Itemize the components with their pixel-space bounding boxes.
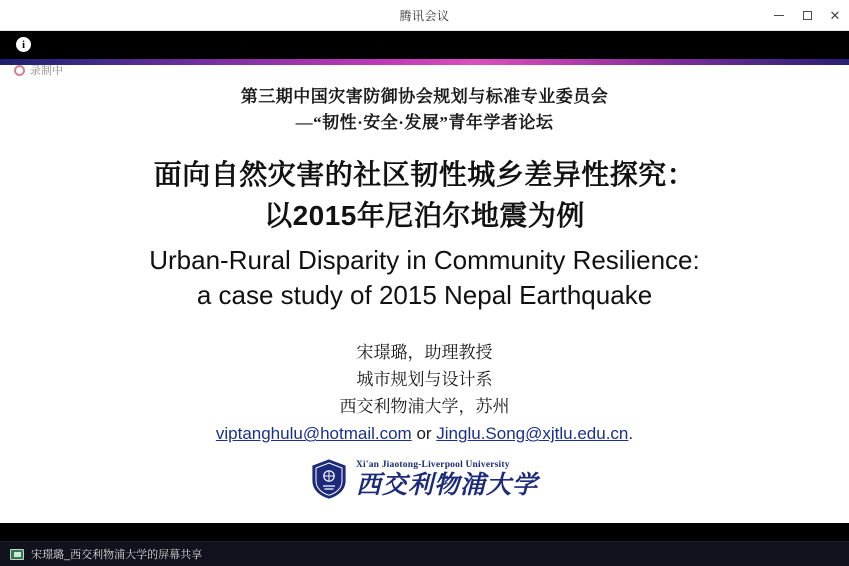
university-name-en: Xi'an Jiaotong-Liverpool University [355, 460, 510, 471]
shield-icon [311, 459, 347, 499]
presentation-title-cn [0, 155, 849, 236]
window-controls [765, 0, 849, 30]
presentation-title-cn-line2: 以2015年尼泊尔地震为例 [264, 199, 585, 231]
author-block [0, 339, 849, 448]
conference-title-line2: —“韧性·安全·发展”青年学者论坛 [295, 112, 554, 132]
minimize-icon [774, 15, 784, 16]
close-button[interactable]: ✕ [829, 7, 841, 23]
author-affiliation: 西交利物浦大学，苏州 [339, 397, 510, 416]
email-link-secondary[interactable]: Jinglu.Song@xjtlu.edu.cn [436, 424, 629, 444]
maximize-button[interactable] [793, 0, 821, 30]
conference-title-line1: 第三期中国灾害防御协会规划与标准专业委员会 [240, 87, 609, 106]
recording-label: 录制中 [30, 65, 63, 77]
university-logo [0, 459, 849, 499]
email-period: . [628, 424, 634, 444]
share-status-bar [0, 541, 849, 566]
university-logo-text [356, 461, 538, 498]
presentation-title-en [0, 243, 849, 312]
window-titlebar [0, 0, 849, 31]
presentation-title-en-line2: a case study of 2015 Nepal Earthquake [196, 280, 653, 311]
university-name-cn: 西交利物浦大学 [355, 471, 538, 499]
slide-content [0, 65, 849, 499]
email-separator: or [411, 424, 437, 444]
author-emails [0, 420, 849, 447]
window-title: 腾讯会议 [399, 8, 450, 23]
minimize-button[interactable] [765, 0, 793, 30]
recording-indicator [14, 62, 63, 78]
top-toolbar-strip [0, 31, 849, 59]
info-icon[interactable]: i [16, 37, 31, 52]
bottom-letterbox [0, 523, 849, 541]
record-icon [14, 65, 25, 76]
author-department: 城市规划与设计系 [356, 369, 493, 389]
email-link-primary[interactable]: viptanghulu@hotmail.com [215, 424, 412, 444]
maximize-icon [803, 11, 812, 20]
screen-share-icon [10, 549, 24, 560]
author-name: 宋璟璐，助理教授 [356, 342, 493, 362]
presentation-title-cn-line1: 面向自然灾害的社区韧性城乡差异性探究： [153, 159, 696, 191]
shared-slide [0, 65, 849, 523]
presentation-title-en-line1: Urban-Rural Disparity in Community Resilience: [149, 245, 700, 276]
share-status-text: 宋璟璐_西交利物浦大学的屏幕共享 [31, 549, 203, 561]
